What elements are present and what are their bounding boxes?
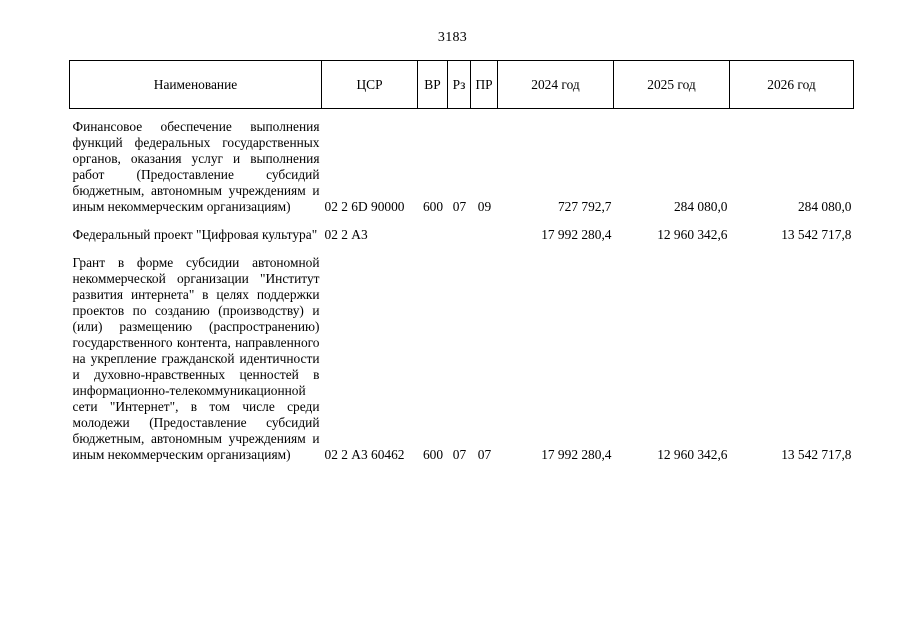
row-pr: 09: [477, 199, 492, 214]
row-pr: 07: [477, 447, 492, 462]
header-name: Наименование: [70, 61, 322, 109]
budget-table: [69, 60, 854, 463]
row-vr: [418, 215, 448, 243]
row-amount-2024: 17 992 280,4: [541, 447, 612, 462]
header-year-2026: 2026 год: [730, 61, 854, 109]
row-name: Федеральный проект "Цифровая культура": [72, 227, 318, 242]
row-amount-2026: 13 542 717,8: [781, 227, 852, 242]
row-rz: [448, 215, 471, 243]
row-amount-2025: 284 080,0: [673, 199, 728, 214]
row-amount-2025: 12 960 342,6: [657, 447, 728, 462]
row-rz: 07: [452, 199, 467, 214]
table-row: [70, 215, 854, 243]
page-number: 3183: [437, 30, 468, 45]
row-csr: 02 2 А3 60462: [324, 447, 405, 462]
row-amount-2026: 284 080,0: [797, 199, 852, 214]
header-year-2024: 2024 год: [498, 61, 614, 109]
row-csr: 02 2 А3: [324, 227, 368, 242]
table-header: [70, 61, 854, 109]
table-row: [70, 109, 854, 216]
row-amount-2026: 13 542 717,8: [781, 447, 852, 462]
row-vr: 600: [422, 447, 444, 462]
header-csr: ЦСР: [322, 61, 418, 109]
row-name: Грант в форме субсидии автономной некоммерческой организации "Институт развития интернета" в целях поддержки проектов по созданию (производству) и (или) размещению (распространению) государственного контента, направленного на укрепление гражданской идентичности и духовно-нравственных ценностей в информационно-телекоммуникационной сети "Интернет", в том числе среди молодежи (Предоставление субсидий бюджетным, автономным учреждениям и иным некоммерческим организациям): [72, 255, 320, 462]
header-pr: ПР: [471, 61, 498, 109]
row-amount-2024: 727 792,7: [557, 199, 612, 214]
header-vr: ВР: [418, 61, 448, 109]
row-amount-2024: 17 992 280,4: [541, 227, 612, 242]
row-rz: 07: [452, 447, 467, 462]
row-name: Финансовое обеспечение выполнения функций федеральных государственных органов, оказания услуг и выполнения работ (Предоставление субсидий бюджетным, автономным учреждениям и иным некоммерческим организациям): [72, 119, 320, 214]
table-row: [70, 243, 854, 463]
header-year-2025: 2025 год: [614, 61, 730, 109]
row-csr: 02 2 6D 90000: [324, 199, 405, 214]
row-pr: [471, 215, 498, 243]
header-rz: Рз: [448, 61, 471, 109]
row-amount-2025: 12 960 342,6: [657, 227, 728, 242]
row-vr: 600: [422, 199, 444, 214]
